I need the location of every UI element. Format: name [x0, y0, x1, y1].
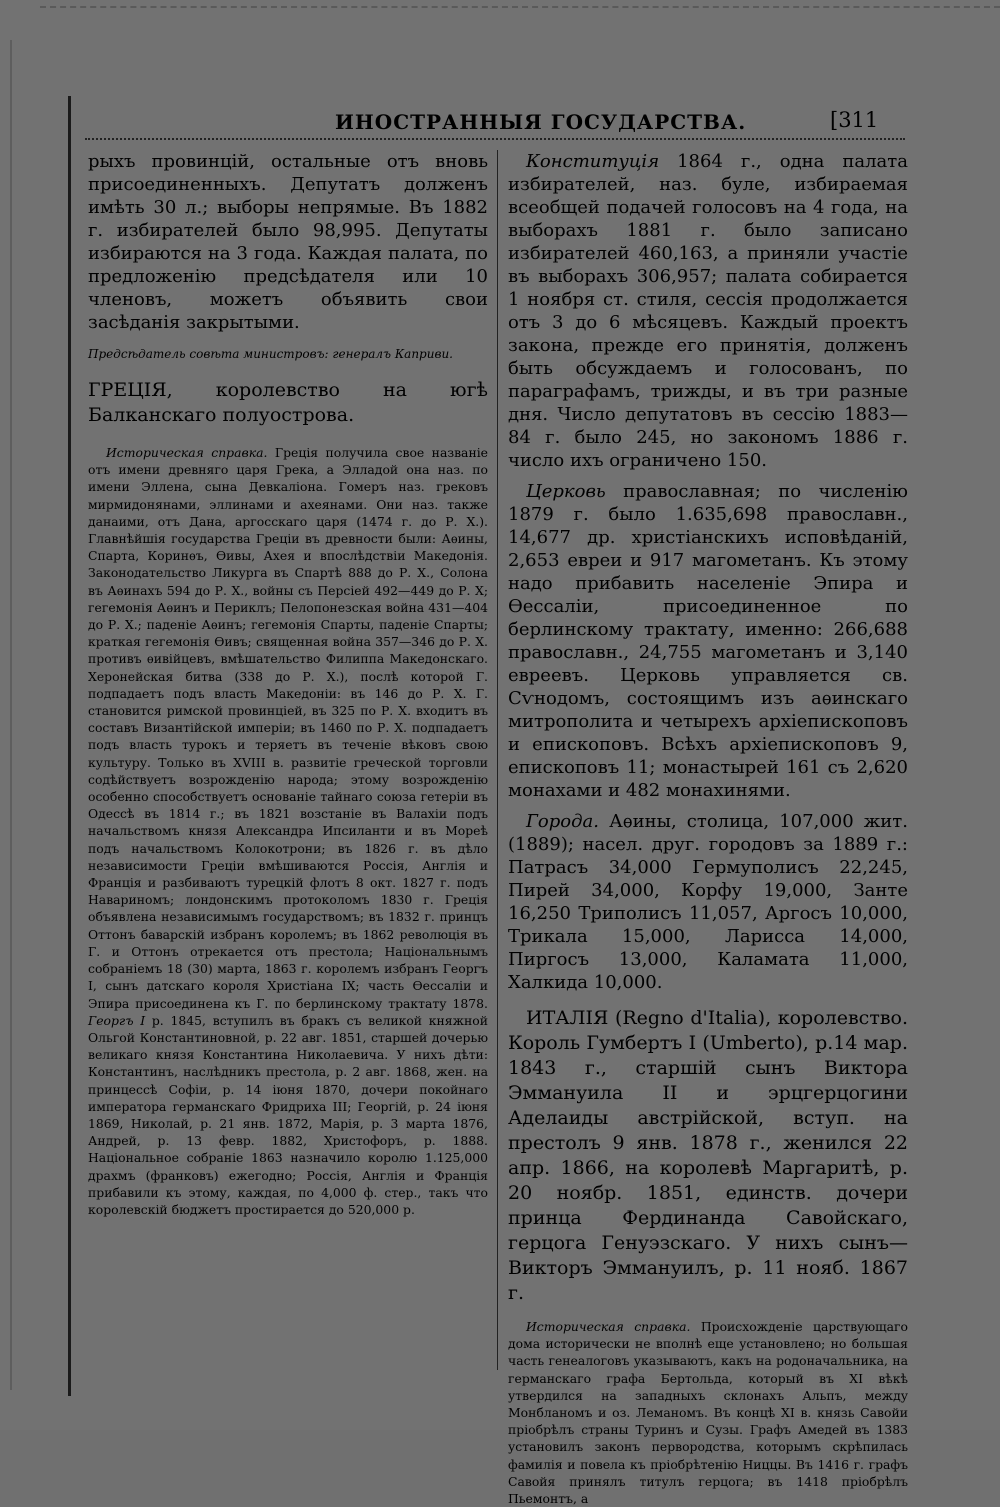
column-divider — [497, 150, 498, 1370]
italy-heading: ИТАЛІЯ (Regno d'Italia), королевство. Король Гумбертъ I (Umberto), р.14 мар. 1843 г., старшій сынъ Виктора Эммануила II и эрцгерцогини Аделаиды австрійской, вступ. на престолъ 9 янв. 1878 г., женился 22 апр. 1866, на королевѣ Маргаритѣ, р. 20 ноябр. 1851, единств. дочери принца Фердинанда Савойскаго, герцога Генуэзскаго. У нихъ сынъ—Викторъ Эммануилъ, р. 11 нояб. 1867 г. — [508, 1007, 908, 1304]
header-divider — [85, 138, 905, 146]
greece-history-text: Греція получила свое названіе отъ имени древняго царя Грека, а Элладой она наз. по имени Эллена, сына Девкаліона. Гомеръ наз. грековъ мирмидонянами, эллинами и ахеянами. Они наз. также данаими, отъ Дана, аргосскаго царя (1474 г. до Р. Х.). Главнѣйшія государства Греціи въ древности были: Аѳины, Спарта, Коринѳъ, Ѳивы, Ахея и впослѣдствіи Македонія. Законодательство Ликурга въ Спартѣ 888 до Р. Х., Солона въ Аѳинахъ 594 до Р. Х., войны съ Персіей 492—449 до Р. Х; гегемонія Аѳинъ и Периклъ; Пелопонезская война 431—404 до Р. Х.; паденіе Аѳинъ; гегемонія Спарты, паденіе Спарты; краткая гегемонія Ѳивъ; священная война 357—346 до Р. Х. противъ ѳивійцевъ, вмѣшательство Филиппа Македонскаго. Херонейская битва (338 до Р. Х.), послѣ которой Г. подпадаетъ подъ власть Македоніи: въ 146 до Р. Х. Г. становится римской провинціей, въ 325 по Р. Х. входитъ въ составъ Византійской имперіи; въ 1460 по Р. Х. подпадаетъ подъ власть турокъ и теряетъ въ теченіе вѣковъ свою культуру. Только въ XVIII в. развитіе греческой торговли содѣйствуетъ возрожденію народа; этому возрожденію особенно способствуетъ основаніе тайнаго союза гетеріи въ Одессѣ въ 1814 г.; въ 1821 возстаніе въ Валахіи подъ начальствомъ князя Александра Ипсиланти и въ Морeѣ подъ начальствомъ Колокотрони; въ 1826 г. въ дѣло независимости Греціи вмѣшиваются Россія, Англія и Франція и разбиваютъ турецкій флотъ 8 окт. 1827 г. подъ Навариномъ; лондонскимъ протоколомъ 1830 г. Греція объявлена независимымъ государствомъ; въ 1832 г. принцъ Оттонъ баварскій избранъ королемъ; въ 1862 революція въ Г. и Оттонъ отрекается отъ престола; Національнымъ собраніемъ 18 (30) марта, 1863 г. королемъ избранъ Георгъ I, сынъ датскаго короля Христіана IX; часть Ѳессаліи и Эпира присоединена къ Г. по берлинскому трактату 1878. — [88, 445, 489, 1011]
church-text: православная; по численію 1879 г. было 1.635,698 православн., 14,677 др. христіанскихъ исповѣданій, 2,653 евреи и 917 магометанъ. Къ этому надо прибавить населеніе Эпира и Ѳессаліи, присоединенное по берлинскому трактату, именно: 266,688 православн., 24,755 магометанъ и 3,140 евреевъ. Церковь управляется св. Сѵнодомъ, состоящимъ изъ аѳинскаго митрополита и четырехъ архіепископовъ и епископовъ. Всѣхъ архіепископовъ 9, епископовъ 11; монастырей 161 съ 2,620 монахами и 482 монахинями. — [508, 481, 908, 801]
constitution-text: 1864 г., одна палата избирателей, наз. буле, избираемая всеобщей подачей голосовъ на 4 года, на выборахъ 1881 г. было записано избирателей 460,163, а приняли участіе въ выборахъ 306,957; палата собирается 1 ноября ст. стиля, сессія продолжается отъ 3 до 6 мѣсяцевъ. Каждый проектъ закона, прежде его принятія, долженъ быть обсуждаемъ и голосованъ, по параграфамъ, трижды, и въ три разные дня. Число депутатовъ въ сессію 1883—84 г. было 245, но закономъ 1886 г. число ихъ ограничено 150. — [508, 151, 908, 471]
cities-label: Города. — [526, 811, 599, 832]
constitution-label: Конституція — [526, 151, 660, 172]
georg-label: Георгъ I — [88, 1012, 146, 1028]
scan-top-edge — [40, 6, 1000, 10]
scan-left-edge — [10, 40, 12, 1390]
italy-history-label: Историческая справка. — [526, 1319, 691, 1334]
page-number: [311 — [830, 108, 879, 132]
italy-history — [508, 1318, 908, 1507]
cities-text: Аѳины, столица, 107,000 жит. (1889); насел. друг. городовъ за 1889 г.: Патрасъ 34,000 Гермуполисъ 22,245, Пирей 34,000, Корфу 19,000, Занте 16,250 Триполисъ 11,057, Аргосъ 10,000, Трикала 15,000, Ларисса 14,000, Пиргосъ 13,000, Каламата 11,000, Халкида 10,000. — [508, 811, 908, 993]
italy-history-text: Происхожденіе царствующаго дома исторически не вполнѣ еще установлено; но большая часть генеалоговъ указываютъ, какъ на родоначальника, на германскаго графа Бертольда, который въ XI вѣкѣ утвердился на западныхъ склонахъ Альпъ, между Монбланомъ и оз. Леманомъ. Въ концѣ XI в. князь Савойи пріобрѣлъ страны Туринъ и Сузы. Графъ Амедей въ 1383 установилъ законъ первородства, которымъ скрѣпилась фамилія и повела къ пріобрѣтенію Ниццы. Въ 1416 г. графъ Савойя принялъ титулъ герцога; въ 1418 пріобрѣлъ Пьемонтъ, а — [508, 1319, 908, 1507]
left-column — [88, 150, 488, 1218]
church-label: Церковь — [526, 481, 606, 502]
right-column — [508, 150, 908, 1507]
greece-history — [88, 444, 488, 1218]
running-title: ИНОСТРАННЫЯ ГОСУДАРСТВА. — [335, 110, 747, 134]
greece-history-label: Историческая справка. — [106, 445, 268, 460]
church-paragraph — [508, 480, 908, 802]
germany-continuation: рыхъ провинцій, остальные отъ вновь присоединенныхъ. Депутатъ долженъ имѣть 30 л.; выборы непрямые. Въ 1882 г. избирателей было 98,995. Депутаты избираются на 3 года. Каждая палата, по предложенію предсѣдателя или 10 членовъ, можетъ объявить свои засѣданія закрытыми. — [88, 151, 488, 333]
georg-text: р. 1845, вступилъ въ бракъ съ великой княжной Ольгой Константиновной, р. 22 авг. 1851, старшей дочерью великаго князя Константина Николаевича. У нихъ дѣти: Константинъ, наслѣдникъ престола, р. 2 авг. 1868, жен. на принцессѣ Софіи, р. 14 іюня 1870, дочери покойнаго императора германскаго Фридриха III; Георгій, р. 24 іюня 1869, Николай, р. 21 янв. 1872, Марія, р. 3 марта 1876, Андрей, р. 13 февр. 1882, Христофоръ, р. 1888. Національное собраніе 1863 назначило королю 1.125,000 драхмъ (франковъ) ежегодно; Россія, Англія и Франція прибавили къ этому, каждая, по 4,000 ф. стер., такъ что королевскій бюджетъ простирается до 520,000 р. — [88, 1012, 488, 1217]
constitution-paragraph — [508, 150, 908, 472]
running-header — [300, 106, 920, 142]
greece-heading: ГРЕЦІЯ, королевство на югѣ Балканскаго полуострова. — [88, 379, 488, 426]
chancellor-note: Предсѣдатель совѣта министровъ: генералъ Каприви. — [88, 347, 453, 361]
cities-paragraph — [508, 810, 908, 994]
